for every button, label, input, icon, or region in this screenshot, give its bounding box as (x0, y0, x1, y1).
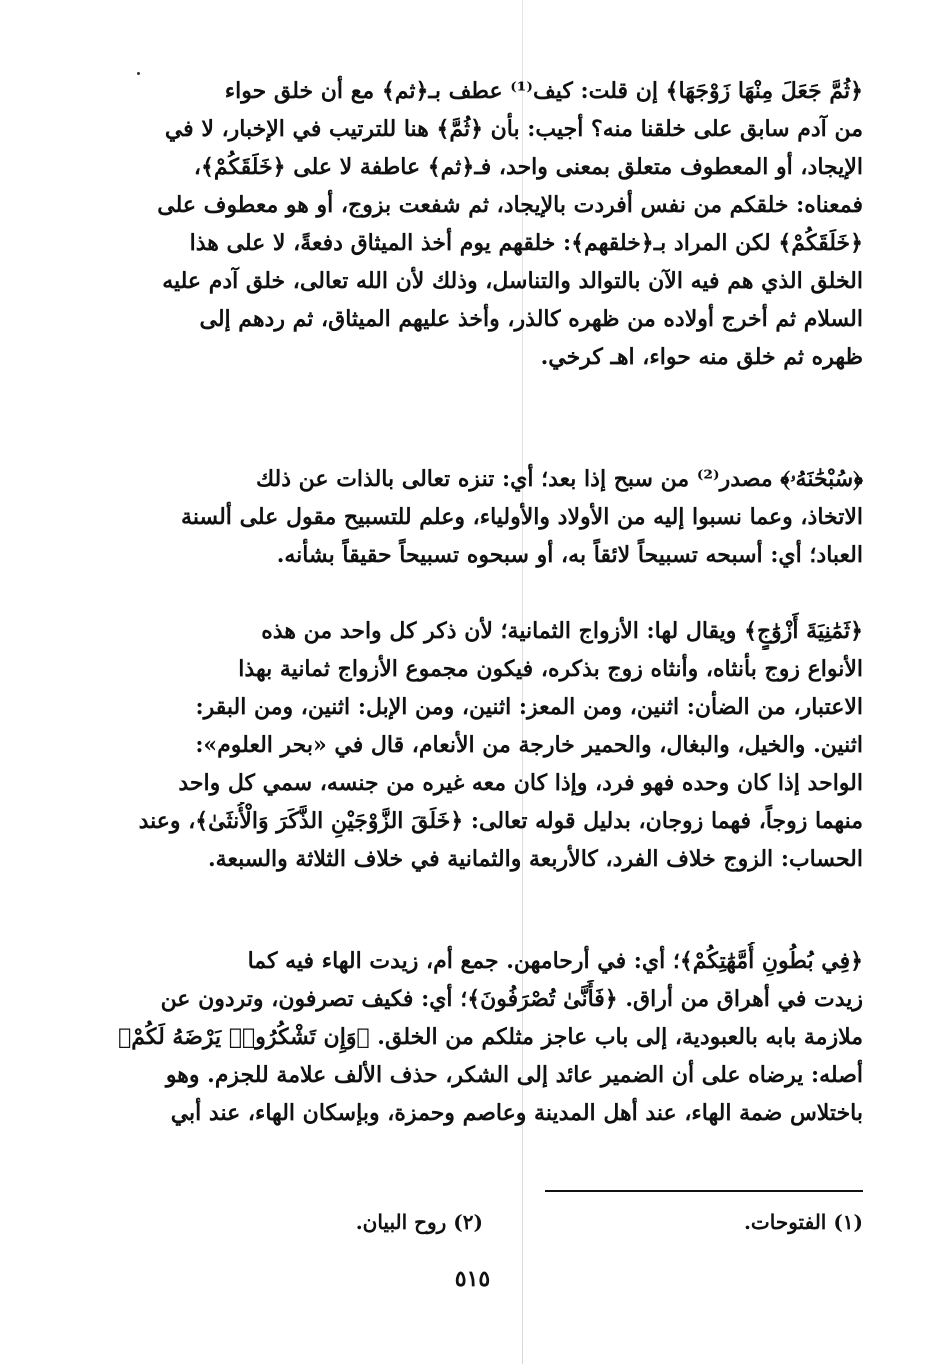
text-line: منهما زوجاً، فهما زوجان، بدليل قوله تعالى: ﴿خَلَقَ الزَّوْجَيْنِ الذَّكَرَ وَالْأُنثَىٰ﴾، وعند (138, 808, 863, 834)
text-line: اثنين. والخيل، والبغال، والحمير خارجة من الأنعام، قال في «بحر العلوم»: (195, 732, 863, 758)
text-line: فمعناه: خلقكم من نفس أفردت بالإيجاد، ثم شفعت بزوج، أو هو معطوف على (157, 192, 863, 218)
text-line: الاتخاذ، وعما نسبوا إليه من الأولاد والأولياء، وعلم للتسبيح مقول على ألسنة (181, 504, 863, 530)
paragraph-wombs (95, 942, 863, 1132)
text-line: السلام ثم أخرج أولاده من ظهره كالذر، وأخذ عليهم الميثاق، ثم ردهم إلى (199, 306, 863, 332)
text-line: ظهره ثم خلق منه حواء، اهـ كرخي. (540, 344, 863, 370)
text-line: ﴿ثُمَّ جَعَلَ مِنْهَا زَوْجَهَا﴾ إن قلت: كيف⁽¹⁾ عطف بـ﴿ثم﴾ مع أن خلق حواء (224, 78, 863, 104)
text-line: باختلاس ضمة الهاء، عند أهل المدينة وعاصم وحمزة، وبإسكان الهاء، عند أبي (170, 1100, 863, 1126)
text-line: أصله: يرضاه على أن الضمير عائد إلى الشكر، حذف الألف علامة للجزم. وهو (165, 1062, 863, 1088)
text-line: زيدت في أهراق من أراق. ﴿فَأَنَّىٰ تُصْرَفُونَ﴾؛ أي: فكيف تصرفون، وتردون عن (160, 986, 863, 1012)
text-line: الاعتبار، من الضأن: اثنين، ومن المعز: اثنين، ومن الإبل: اثنين، ومن البقر: (195, 694, 863, 720)
text-line: الأنواع زوج بأنثاه، وأنثاه زوج بذكره، فيكون مجموع الأزواج ثمانية بهذا (238, 656, 863, 682)
text-line: الإيجاد، أو المعطوف متعلق بمعنى واحد، فـ﴿ثم﴾ عاطفة لا على ﴿خَلَقَكُمْ﴾، (193, 154, 863, 180)
text-line: ﴿خَلَقَكُمْ﴾ لكن المراد بـ﴿خلقهم﴾: خلقهم يوم أخذ الميثاق دفعةً، لا على هذا (189, 230, 863, 256)
footnote-separator (545, 1190, 863, 1192)
paragraph-subhanahu (95, 460, 863, 574)
page-number: ٥١٥ (454, 1266, 491, 1292)
text-line: ﴿فِي بُطُونِ أُمَّهَٰتِكُمْ﴾؛ أي: في أرحامهن. جمع أم، زيدت الهاء فيه كما (247, 948, 863, 974)
paragraph-eight-pairs (95, 612, 863, 878)
footnote-2: (٢) روح البيان. (355, 1210, 483, 1234)
text-line: الواحد إذا كان وحده فهو فرد، وإذا كان معه غيره من جنسه، سمي كل واحد (178, 770, 863, 796)
paragraph-creation-of-eve (95, 72, 863, 376)
text-line: ملازمة بابه بالعبودية، إلى باب عاجز مثلكم من الخلق. ﴿وَإِن تَشْكُرُوا۟ يَرْضَهُ لَكُمْ﴾ (118, 1024, 863, 1050)
footnote-1: (١) الفتوحات. (743, 1210, 863, 1234)
text-line: الحساب: الزوج خلاف الفرد، كالأربعة والثمانية في خلاف الثلاثة والسبعة. (208, 846, 863, 872)
text-line: من آدم سابق على خلقنا منه؟ أجيب: بأن ﴿ثُمَّ﴾ هنا للترتيب في الإخبار، لا في (164, 116, 863, 142)
text-line: ﴿ثَمَٰنِيَةَ أَزْوَٰجٍ﴾ ويقال لها: الأزواج الثمانية؛ لأن ذكر كل واحد من هذه (261, 618, 863, 644)
text-line: ﴿سُبْحَٰنَهُۥ﴾ مصدر⁽²⁾ من سبح إذا بعد؛ أي: تنزه تعالى بالذات عن ذلك (255, 466, 863, 492)
text-line: الخلق الذي هم فيه الآن بالتوالد والتناسل، وذلك لأن الله تعالى، خلق آدم عليه (162, 268, 863, 294)
text-line: العباد؛ أي: أسبحه تسبيحاً لائقاً به، أو سبحوه تسبيحاً حقيقاً بشأنه. (276, 542, 863, 568)
